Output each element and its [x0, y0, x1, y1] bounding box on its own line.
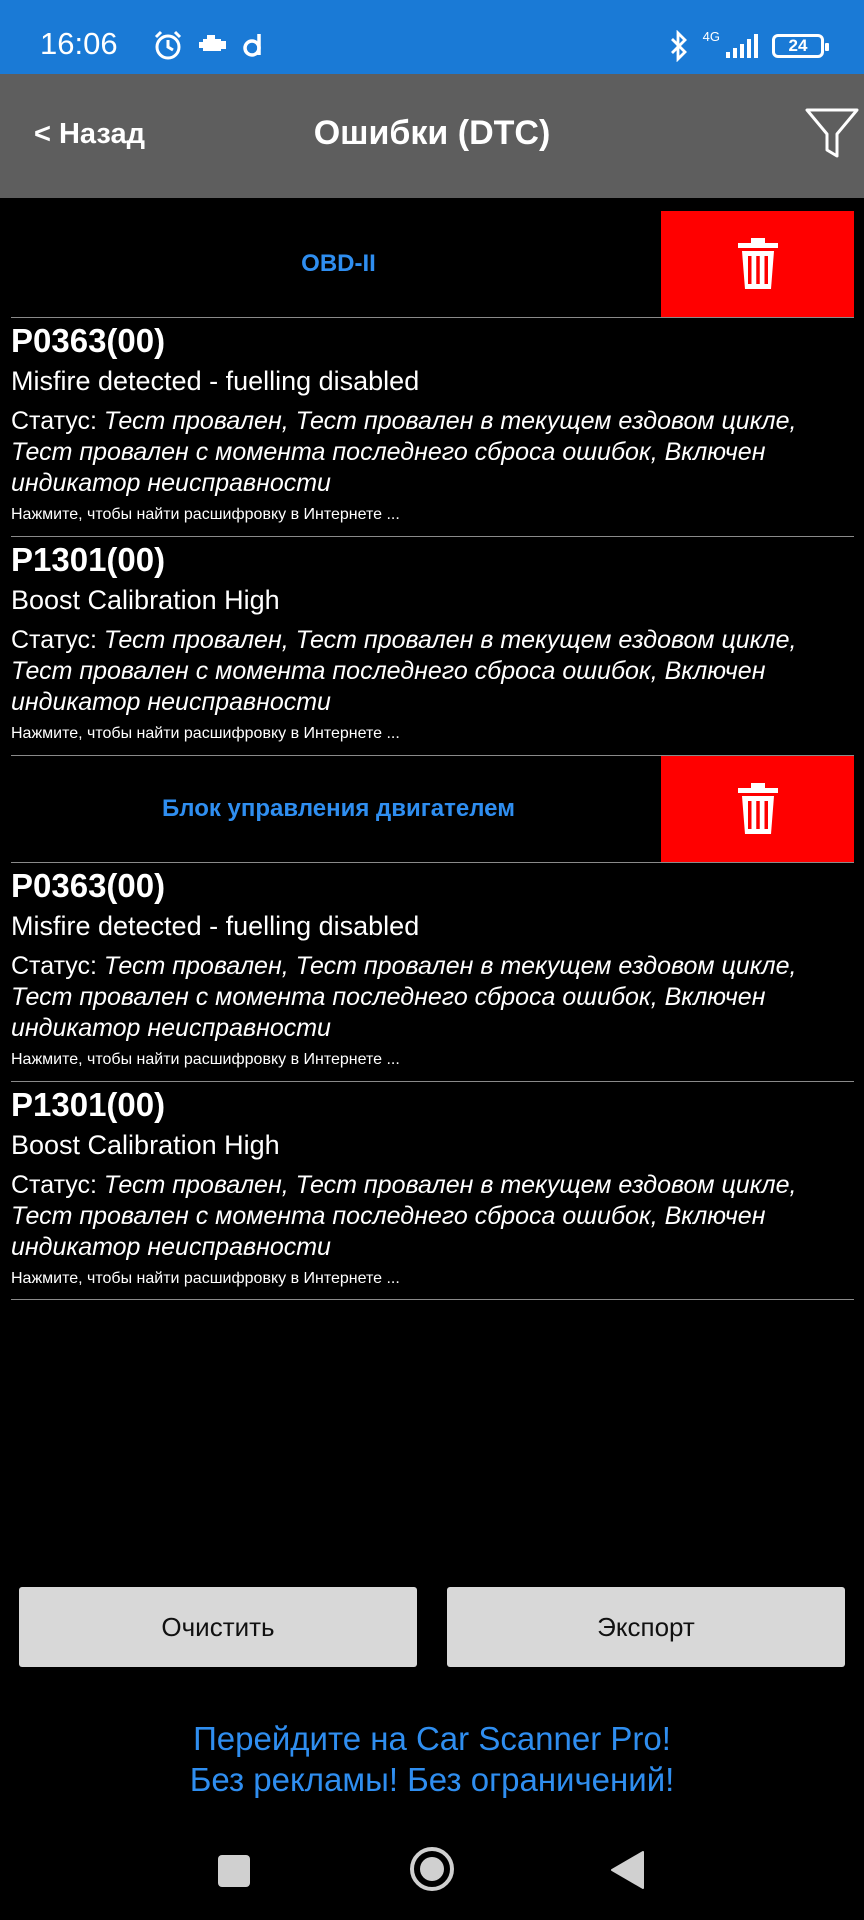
- status-icons-right: [667, 26, 824, 66]
- dtc-status: [11, 951, 854, 1044]
- app-d-icon: [242, 31, 266, 59]
- home-circle-icon: [409, 1846, 455, 1892]
- dtc-item[interactable]: [11, 867, 854, 1079]
- search-hint-link[interactable]: Нажмите, чтобы найти расшифровку в Интернете ...: [11, 506, 400, 523]
- filter-button[interactable]: [804, 106, 864, 162]
- promo-line-2: Без рекламы! Без ограничений!: [189, 1761, 675, 1798]
- status-label: Статус:: [11, 626, 104, 654]
- battery-level: 24: [788, 36, 808, 55]
- dtc-code: P0363(00): [11, 322, 166, 359]
- alarm-icon: [152, 29, 184, 61]
- network-type: 4G: [702, 28, 720, 44]
- status-bar: [0, 0, 864, 74]
- nav-bar: [0, 1820, 864, 1920]
- filter-icon: [804, 106, 860, 162]
- trash-icon: [736, 782, 780, 836]
- status-text: Тест провален, Тест провален в текущем ездовом цикле, Тест провален с момента последнего сброса ошибок, Включен индикатор неисправности: [11, 407, 797, 497]
- back-triangle-icon: [609, 1850, 645, 1890]
- bluetooth-icon: [667, 30, 691, 62]
- nav-home-button[interactable]: [409, 1846, 455, 1897]
- dtc-item[interactable]: [11, 322, 854, 534]
- search-hint-link[interactable]: Нажмите, чтобы найти расшифровку в Интернете ...: [11, 1051, 400, 1068]
- signal-icon: [724, 32, 760, 60]
- status-label: Статус:: [11, 1171, 104, 1199]
- back-button[interactable]: < Назад: [34, 118, 145, 150]
- divider: [11, 862, 854, 863]
- section-header-obd2: [11, 211, 854, 317]
- nav-recents-button[interactable]: [217, 1854, 251, 1893]
- export-button[interactable]: Экспорт: [447, 1587, 845, 1667]
- status-text: Тест провален, Тест провален в текущем ездовом цикле, Тест провален с момента последнего сброса ошибок, Включен индикатор неисправности: [11, 626, 797, 716]
- divider: [11, 1299, 854, 1300]
- dtc-description: Misfire detected - fuelling disabled: [11, 911, 420, 941]
- dtc-description: Misfire detected - fuelling disabled: [11, 366, 420, 396]
- trash-icon: [736, 237, 780, 291]
- dtc-description: Boost Calibration High: [11, 585, 280, 615]
- dtc-item[interactable]: [11, 1086, 854, 1298]
- delete-button[interactable]: [661, 211, 854, 317]
- dtc-description: Boost Calibration High: [11, 1130, 280, 1160]
- dtc-status: [11, 406, 854, 499]
- battery-indicator: [772, 34, 824, 58]
- dtc-status: [11, 1170, 854, 1263]
- section-title: OBD-II: [301, 250, 376, 277]
- status-text: Тест провален, Тест провален в текущем ездовом цикле, Тест провален с момента последнего сброса ошибок, Включен индикатор неисправности: [11, 952, 797, 1042]
- clear-button[interactable]: Очистить: [19, 1587, 417, 1667]
- section-header-engine-ecu: [11, 756, 854, 862]
- dtc-status: [11, 625, 854, 718]
- dtc-code: P1301(00): [11, 1086, 166, 1123]
- status-icons-left: [152, 28, 266, 62]
- divider: [11, 1081, 854, 1082]
- dtc-code: P1301(00): [11, 541, 166, 578]
- engine-icon: [198, 33, 228, 57]
- square-icon: [217, 1854, 251, 1888]
- section-title: Блок управления двигателем: [162, 795, 515, 822]
- status-label: Статус:: [11, 952, 104, 980]
- page-title: Ошибки (DTC): [313, 114, 551, 152]
- search-hint-link[interactable]: Нажмите, чтобы найти расшифровку в Интернете ...: [11, 1270, 400, 1287]
- delete-button[interactable]: [661, 756, 854, 862]
- app-header: [0, 74, 864, 198]
- status-text: Тест провален, Тест провален в текущем ездовом цикле, Тест провален с момента последнего сброса ошибок, Включен индикатор неисправности: [11, 1171, 797, 1261]
- promo-banner[interactable]: [0, 1718, 864, 1800]
- divider: [11, 317, 854, 318]
- nav-back-button[interactable]: [609, 1850, 645, 1895]
- search-hint-link[interactable]: Нажмите, чтобы найти расшифровку в Интернете ...: [11, 725, 400, 742]
- dtc-item[interactable]: [11, 541, 854, 753]
- dtc-code: P0363(00): [11, 867, 166, 904]
- status-time: 16:06: [40, 26, 118, 61]
- divider: [11, 536, 854, 537]
- promo-line-1: Перейдите на Car Scanner Pro!: [193, 1720, 671, 1757]
- status-label: Статус:: [11, 407, 104, 435]
